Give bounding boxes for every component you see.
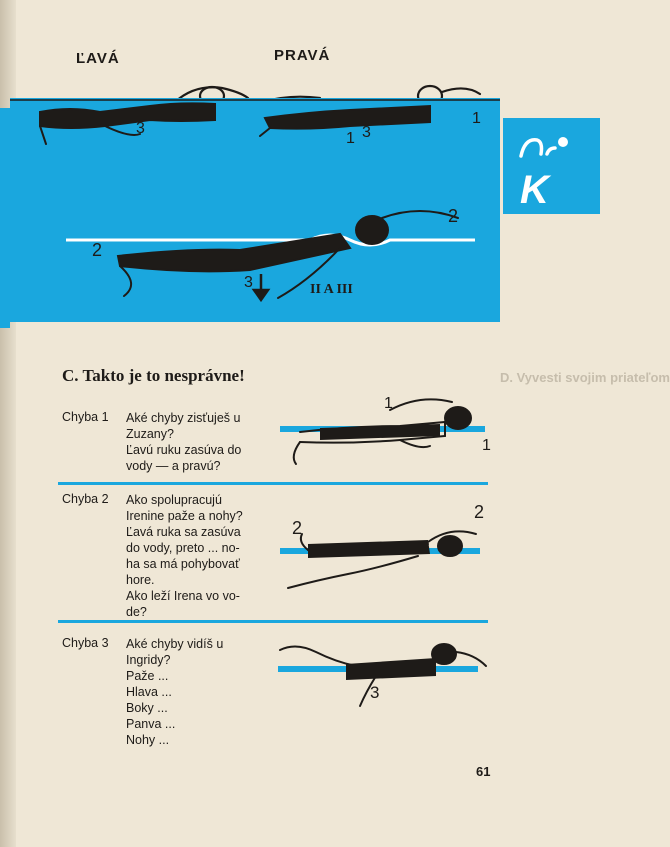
swimmer-lower [118, 211, 458, 298]
section-letter: K [520, 168, 549, 212]
error-1-fig-num-a: 1 [384, 395, 393, 412]
error-1-label: Chyba 1 [62, 410, 109, 424]
error-3-fig-num: 3 [370, 683, 380, 702]
fig-num-top-mid-1: 1 [346, 130, 355, 147]
fig-num-lower-right: 2 [448, 206, 459, 226]
swimmer-top-right [260, 106, 430, 136]
fig-num-top-right: 1 [472, 110, 481, 127]
error-3-question [126, 636, 274, 748]
error-2-line: Ľavá ruka sa zasúva [126, 525, 241, 539]
fig-num-top-mid-3: 3 [362, 124, 371, 141]
error-3-line: Paže ... [126, 669, 169, 683]
fig-roman-numerals: II A III [310, 282, 353, 297]
error-2-line: Ako leží Irena vo vo- [126, 589, 240, 603]
error-3-line: Panva ... [126, 717, 176, 731]
error-1-question [126, 410, 274, 474]
error-3-line: Boky ... [126, 701, 168, 715]
error-1-line: Aké chyby zisťuješ u [126, 411, 241, 425]
error-1-fig-num-b: 1 [482, 437, 491, 454]
error-2-fig-num-a: 2 [292, 518, 303, 538]
fig-num-lower-arrow: 3 [244, 274, 253, 291]
error-2-illustration [278, 498, 493, 598]
label-right: PRAVÁ [274, 47, 331, 64]
error-1-illustration [280, 392, 495, 472]
error-2-line: hore. [126, 573, 155, 587]
divider-2 [58, 620, 488, 623]
error-2-question [126, 492, 274, 620]
error-3-line: Ingridy? [126, 653, 171, 667]
pool-swimmers-svg [10, 98, 500, 322]
error-1-line: Ľavú ruku zasúva do [126, 443, 242, 457]
fig-num-top-left: 3 [136, 120, 145, 137]
error-3-line: Nohy ... [126, 733, 170, 747]
error-2-line: ha sa má pohybovať [126, 557, 240, 571]
error-1-line: Zuzany? [126, 427, 174, 441]
section-title: C. Takto je to nesprávne! [62, 366, 245, 385]
swimmer-top-left [40, 103, 215, 144]
section-tab [503, 118, 600, 214]
error-2-line: Ako spolupracujú [126, 493, 222, 507]
ghost-heading: D. Vyvesti svojim priateľom [500, 370, 670, 385]
error-3-illustration [276, 636, 491, 716]
swimmer-tab-icon [503, 118, 600, 168]
divider-1 [58, 482, 488, 485]
error-2-line: do vody, preto ... no- [126, 541, 240, 555]
error-2-fig-num-b: 2 [474, 502, 485, 522]
error-3-line: Aké chyby vidíš u [126, 637, 224, 651]
label-left: ĽAVÁ [76, 50, 120, 67]
error-2-label: Chyba 2 [62, 492, 109, 506]
fig-num-lower-left: 2 [92, 240, 103, 260]
error-2-line: Irenine paže a nohy? [126, 509, 243, 523]
error-3-line: Hlava ... [126, 685, 172, 699]
lower-waterline [66, 235, 475, 245]
page-number: 61 [476, 764, 491, 779]
down-arrow [254, 274, 268, 300]
error-1-line: vody — a pravú? [126, 459, 221, 473]
error-2-line: de? [126, 605, 147, 619]
pool-illustration [10, 98, 500, 322]
error-3-label: Chyba 3 [62, 636, 109, 650]
